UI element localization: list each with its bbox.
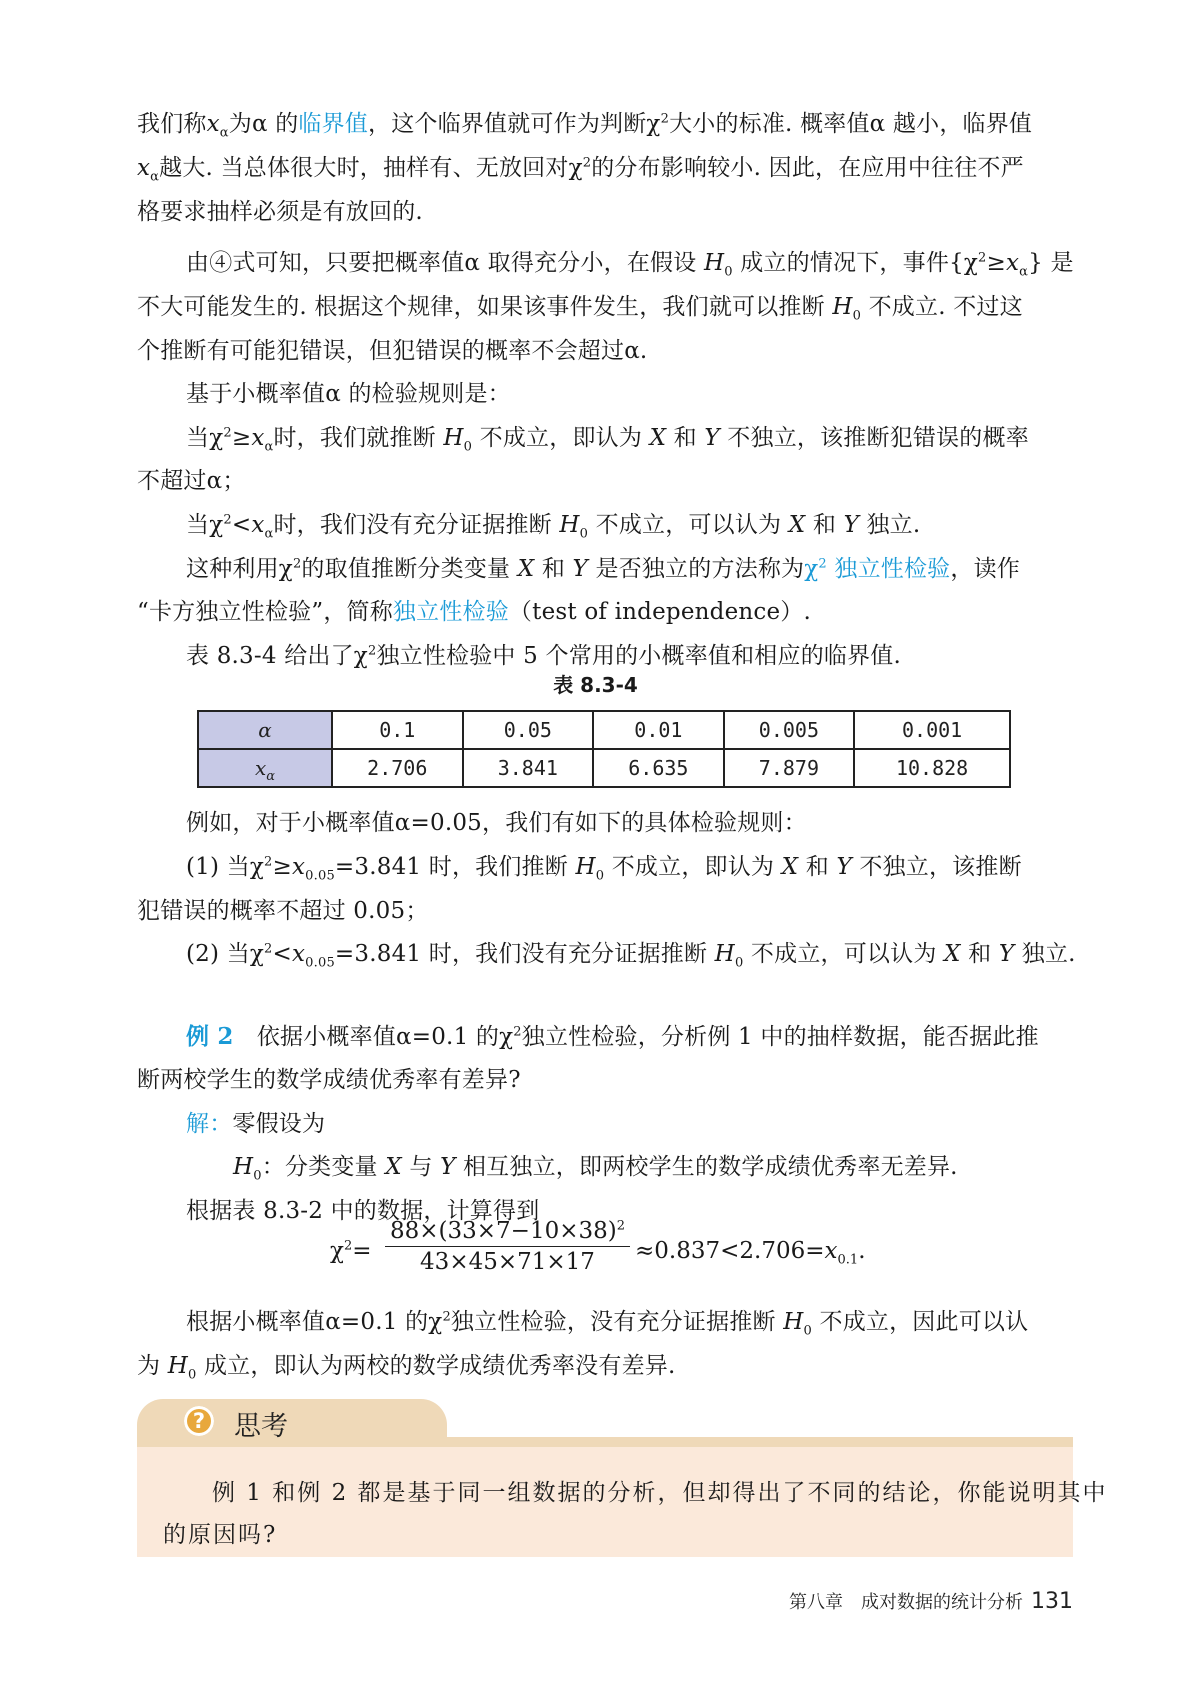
formula-numerator: $88\times(33\times 7-10\times 38)^2$ [385,1218,630,1247]
formula-rhs: $\approx 0.837<2.706=x_{0.1}$. [635,1238,866,1268]
page-number: 131 [1031,1589,1073,1614]
think-text: 的原因吗? [163,1522,278,1548]
text-line: 根据小概率值α=0.1 的$\chi^2$独立性检验，没有充分证据推断 $H_0$ 不成立，因此可以认 [186,1309,1029,1339]
table-caption: 表 8.3-4 [553,673,638,697]
formula-denominator: 43×45×71×17 [420,1249,595,1275]
text-line: (2) 当$\chi^2<x_{0.05}=3.841$ 时，我们没有充分证据推断 $H_0$ 不成立，可以认为 X 和 Y 独立. [186,941,1076,971]
table-header-x: $x_\alpha$ [198,749,332,787]
table-cell: 7.879 [724,749,855,787]
text-line: $x_\alpha$越大. 当总体很大时，抽样有、无放回对$\chi^2$的分布影响较小. 因此，在应用中往往不严 [137,155,1024,185]
text-line: $H_0$：分类变量 X 与 Y 相互独立，即两校学生的数学成绩优秀率无差异. [233,1154,958,1184]
text-line: 由④式可知，只要把概率值α 取得充分小，在假设 $H_0$ 成立的情况下，事件$\{\chi^2\ge x_\alpha\}$ 是 [186,250,1074,280]
text-line: 犯错误的概率不超过 0.05； [137,898,429,924]
text-line: 基于小概率值α 的检验规则是： [186,381,511,407]
table-header-alpha: α [198,711,332,749]
table-cell: 0.005 [724,711,855,749]
text-line: 表 8.3-4 给出了$\chi^2$独立性检验中 5 个常用的小概率值和相应的临界值. [186,643,902,669]
table-row [198,749,1010,787]
table-cell: 0.001 [854,711,1010,749]
text-line: 当$\chi^2\ge x_\alpha$时，我们就推断 $H_0$ 不成立，即认为 X 和 Y 不独立，该推断犯错误的概率 [186,425,1029,455]
text-line: 这种利用$\chi^2$的取值推断分类变量 X 和 Y 是否独立的方法称为$\chi^2$ 独立性检验，读作 [186,556,1020,582]
table-cell: 0.05 [463,711,594,749]
text-line: 个推断有可能犯错误，但犯错误的概率不会超过α. [137,338,648,364]
example-heading: 例 2 依据小概率值α=0.1 的$\chi^2$独立性检验，分析例 1 中的抽样数据，能否据此推 [186,1023,1039,1050]
solution-label: 解：零假设为 [186,1111,326,1137]
critical-value-table [197,710,1011,788]
text-line: 不超过α； [137,468,246,494]
think-text: 例 1 和例 2 都是基于同一组数据的分析，但却得出了不同的结论，你能说明其中 [212,1480,1108,1506]
text-line: 为 $H_0$ 成立，即认为两校的数学成绩优秀率没有差异. [137,1353,676,1383]
text-line: 断两校学生的数学成绩优秀率有差异? [137,1067,521,1093]
table-row [198,711,1010,749]
question-icon: ? [184,1406,214,1436]
text-line: 当$\chi^2<x_\alpha$时，我们没有充分证据推断 $H_0$ 不成立，可以认为 X 和 Y 独立. [186,512,921,542]
text-line: (1) 当$\chi^2\ge x_{0.05}=3.841$ 时，我们推断 $H_0$ 不成立，即认为 X 和 Y 不独立，该推断 [186,854,1022,884]
table-cell: 0.01 [593,711,724,749]
table-cell: 0.1 [332,711,463,749]
text-line: 根据表 8.3-2 中的数据，计算得到 [186,1198,540,1224]
table-cell: 10.828 [854,749,1010,787]
page-footer [789,1588,1073,1614]
text-line: 格要求抽样必须是有放回的. [137,199,423,225]
table-cell: 3.841 [463,749,594,787]
text-line: “卡方独立性检验”，简称独立性检验（test of independence）. [137,599,812,625]
table-cell: 2.706 [332,749,463,787]
table-cell: 6.635 [593,749,724,787]
chapter-title: 第八章 成对数据的统计分析 [789,1592,1023,1613]
text-line: 不大可能发生的. 根据这个规律，如果该事件发生，我们就可以推断 $H_0$ 不成立. 不过这 [137,294,1023,324]
text-line: 我们称$x_\alpha$为α 的临界值，这个临界值就可作为判断$\chi^2$大小的标准. 概率值α 越小，临界值 [137,111,1033,141]
text-line: 例如，对于小概率值α=0.05，我们有如下的具体检验规则： [186,810,807,836]
formula-lhs: $\chi^2=$ [330,1238,372,1264]
formula-fraction [385,1218,630,1275]
think-title: 思考 [234,1411,288,1442]
